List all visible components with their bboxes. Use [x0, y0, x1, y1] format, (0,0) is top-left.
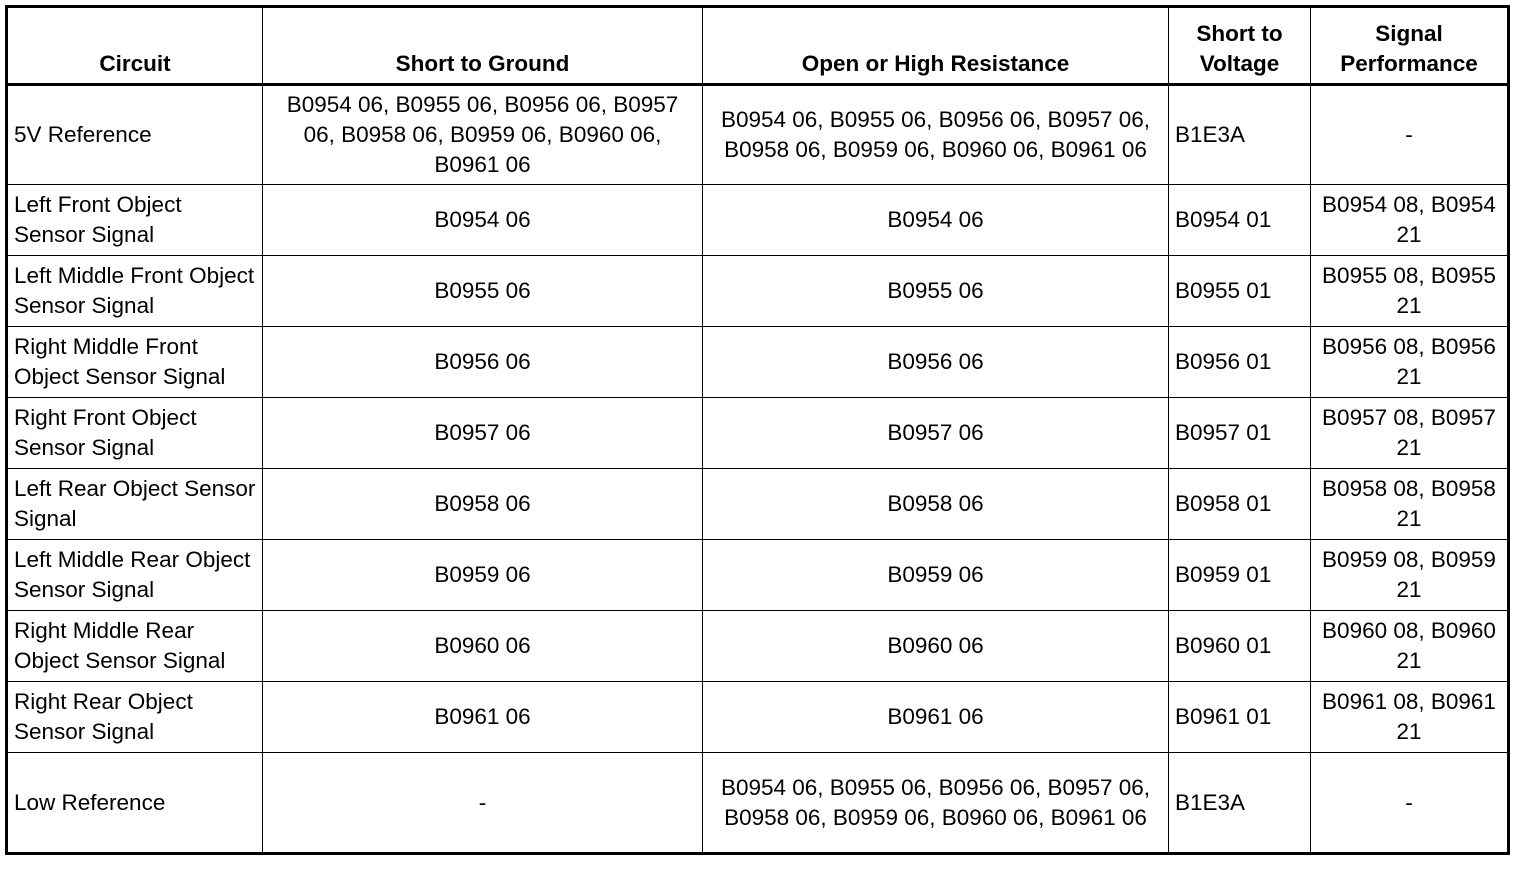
table-row: [7, 398, 1509, 469]
short-to-ground-cell: B0954 06, B0955 06, B0956 06, B0957 06, B0958 06, B0959 06, B0960 06, B0961 06: [263, 85, 703, 185]
open-high-resistance-cell: B0956 06: [703, 327, 1169, 398]
open-high-resistance-cell: B0958 06: [703, 469, 1169, 540]
signal-performance-cell: -: [1311, 753, 1509, 854]
header-short-to-voltage: Short to Voltage: [1169, 7, 1311, 85]
header-open-high-resistance: Open or High Resistance: [703, 7, 1169, 85]
short-to-ground-cell: B0957 06: [263, 398, 703, 469]
table-row: [7, 185, 1509, 256]
circuit-cell: Right Rear Object Sensor Signal: [7, 682, 263, 753]
table-row: [7, 85, 1509, 185]
circuit-cell: Left Middle Rear Object Sensor Signal: [7, 540, 263, 611]
document-page: [5, 5, 1510, 855]
short-to-voltage-cell: B1E3A: [1169, 85, 1311, 185]
open-high-resistance-cell: B0959 06: [703, 540, 1169, 611]
circuit-cell: Left Front Object Sensor Signal: [7, 185, 263, 256]
signal-performance-cell: B0956 08, B0956 21: [1311, 327, 1509, 398]
short-to-voltage-cell: B0959 01: [1169, 540, 1311, 611]
circuit-cell: Left Middle Front Object Sensor Signal: [7, 256, 263, 327]
short-to-ground-cell: B0961 06: [263, 682, 703, 753]
open-high-resistance-cell: B0954 06, B0955 06, B0956 06, B0957 06, B0958 06, B0959 06, B0960 06, B0961 06: [703, 753, 1169, 854]
short-to-ground-cell: B0959 06: [263, 540, 703, 611]
table-row: [7, 611, 1509, 682]
short-to-ground-cell: B0960 06: [263, 611, 703, 682]
signal-performance-cell: B0955 08, B0955 21: [1311, 256, 1509, 327]
signal-performance-cell: B0957 08, B0957 21: [1311, 398, 1509, 469]
table-row: [7, 540, 1509, 611]
circuit-cell: Left Rear Object Sensor Signal: [7, 469, 263, 540]
short-to-ground-cell: B0958 06: [263, 469, 703, 540]
table-header-row: [7, 7, 1509, 85]
circuit-cell: Right Front Object Sensor Signal: [7, 398, 263, 469]
circuit-cell: Right Middle Rear Object Sensor Signal: [7, 611, 263, 682]
table-row: [7, 753, 1509, 854]
short-to-voltage-cell: B0961 01: [1169, 682, 1311, 753]
table-row: [7, 256, 1509, 327]
short-to-voltage-cell: B0958 01: [1169, 469, 1311, 540]
signal-performance-cell: B0959 08, B0959 21: [1311, 540, 1509, 611]
open-high-resistance-cell: B0960 06: [703, 611, 1169, 682]
dtc-circuit-table: [5, 5, 1510, 855]
circuit-cell: 5V Reference: [7, 85, 263, 185]
short-to-voltage-cell: B1E3A: [1169, 753, 1311, 854]
open-high-resistance-cell: B0955 06: [703, 256, 1169, 327]
short-to-ground-cell: -: [263, 753, 703, 854]
short-to-ground-cell: B0956 06: [263, 327, 703, 398]
open-high-resistance-cell: B0961 06: [703, 682, 1169, 753]
open-high-resistance-cell: B0957 06: [703, 398, 1169, 469]
short-to-voltage-cell: B0956 01: [1169, 327, 1311, 398]
circuit-cell: Low Reference: [7, 753, 263, 854]
signal-performance-cell: B0958 08, B0958 21: [1311, 469, 1509, 540]
table-row: [7, 682, 1509, 753]
header-circuit: Circuit: [7, 7, 263, 85]
short-to-voltage-cell: B0954 01: [1169, 185, 1311, 256]
signal-performance-cell: B0961 08, B0961 21: [1311, 682, 1509, 753]
signal-performance-cell: B0960 08, B0960 21: [1311, 611, 1509, 682]
short-to-ground-cell: B0954 06: [263, 185, 703, 256]
short-to-voltage-cell: B0960 01: [1169, 611, 1311, 682]
table-row: [7, 469, 1509, 540]
header-short-to-ground: Short to Ground: [263, 7, 703, 85]
short-to-voltage-cell: B0957 01: [1169, 398, 1311, 469]
circuit-cell: Right Middle Front Object Sensor Signal: [7, 327, 263, 398]
signal-performance-cell: -: [1311, 85, 1509, 185]
table-row: [7, 327, 1509, 398]
short-to-voltage-cell: B0955 01: [1169, 256, 1311, 327]
open-high-resistance-cell: B0954 06: [703, 185, 1169, 256]
header-signal-performance: Signal Performance: [1311, 7, 1509, 85]
short-to-ground-cell: B0955 06: [263, 256, 703, 327]
signal-performance-cell: B0954 08, B0954 21: [1311, 185, 1509, 256]
open-high-resistance-cell: B0954 06, B0955 06, B0956 06, B0957 06, B0958 06, B0959 06, B0960 06, B0961 06: [703, 85, 1169, 185]
